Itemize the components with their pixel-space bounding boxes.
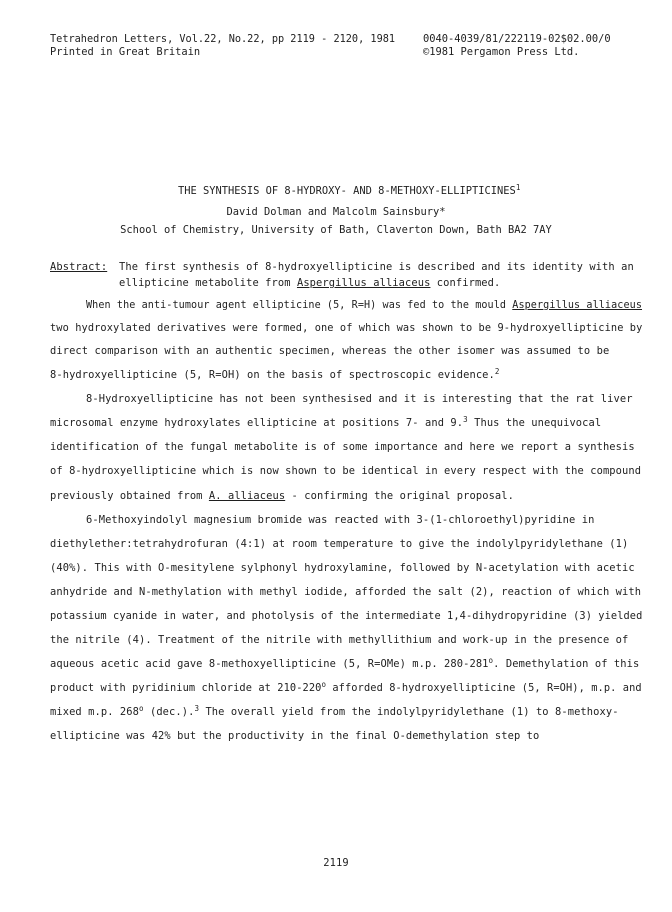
- paper-title-text: THE SYNTHESIS OF 8-HYDROXY- AND 8-METHOXY-ELLIPTICINES: [178, 185, 516, 197]
- para2-line-5: previously obtained from A. alliaceus - confirming the original proposal.: [50, 490, 514, 502]
- para1-line-4: 8-hydroxyellipticine (5, R=OH) on the basis of spectroscopic evidence.$^2$: [50, 367, 500, 381]
- para3-line-10: ellipticine was 42% but the productivity in the final O-demethylation step to: [50, 730, 540, 742]
- printed-in-line: Printed in Great Britain: [50, 46, 201, 58]
- para3-line-3: (40%). This with O-mesitylene sylphonyl hydroxylamine, followed by N-acetylation with acetic: [50, 562, 635, 574]
- journal-code: 0040-4039/81/222119-02$02.00/0: [423, 33, 611, 45]
- degree-mark: o: [138, 704, 144, 713]
- species-name: A. alliaceus: [208, 490, 286, 502]
- para2-line-2: microsomal enzyme hydroxylates ellipticine at positions 7- and 9.$^3$ Thus the unequivocal: [50, 415, 602, 429]
- degree-mark: o: [488, 656, 494, 665]
- title-footnote-mark: 1: [515, 183, 521, 192]
- para3-line-5: potassium cyanide in water, and photolysis of the intermediate 1,4-dihydropyridine (3) yielded: [50, 610, 643, 622]
- abstract-label: Abstract:: [50, 261, 108, 273]
- reference-mark: 3: [463, 415, 468, 424]
- abstract-line-2: ellipticine metabolite from Aspergillus alliaceus confirmed.: [119, 277, 501, 289]
- para3-line-2: diethylether:tetrahydrofuran (4:1) at room temperature to give the indolylpyridylethane (1): [50, 538, 629, 550]
- reference-mark: 2: [494, 367, 500, 376]
- para3-line-9: mixed m.p. 268$^o$ (dec.).$^3$ The overall yield from the indolylpyridylethane (1) to 8-methoxy-: [50, 704, 619, 718]
- para2-line-1: 8-Hydroxyellipticine has not been synthesised and it is interesting that the rat liver: [86, 393, 633, 405]
- para2-line-4: of 8-hydroxyellipticine which is now shown to be identical in every respect with the compound: [50, 465, 642, 477]
- reference-mark: 3: [194, 704, 200, 713]
- paper-title: [178, 185, 520, 197]
- para3-line-6: the nitrile (4). Treatment of the nitrile with methyllithium and work-up in the presence of: [50, 634, 629, 646]
- copyright-line: ©1981 Pergamon Press Ltd.: [423, 46, 580, 58]
- para3-line-8: product with pyridinium chloride at 210-220$^o$ afforded 8-hydroxyellipticine (5, R=OH), m.p. and: [50, 680, 642, 694]
- para1-line-1: When the anti-tumour agent ellipticine (5, R=H) was fed to the mould Aspergillus alliaceus: [86, 299, 643, 311]
- journal-citation: Tetrahedron Letters, Vol.22, No.22, pp 2119 - 2120, 1981: [50, 33, 396, 45]
- para1-line-3: direct comparison with an authentic specimen, whereas the other isomer was assumed to be: [50, 345, 610, 357]
- degree-mark: o: [321, 680, 327, 689]
- authors: David Dolman and Malcolm Sainsbury*: [226, 206, 446, 218]
- affiliation: School of Chemistry, University of Bath, Claverton Down, Bath BA2 7AY: [120, 224, 552, 236]
- para3-line-7: aqueous acetic acid gave 8-methoxyellipticine (5, R=OMe) m.p. 280-281$^o$. Demethylation of this: [50, 656, 640, 670]
- species-name: Aspergillus alliaceus: [296, 277, 431, 289]
- species-name: Aspergillus alliaceus: [512, 299, 643, 311]
- para1-line-2: two hydroxylated derivatives were formed, one of which was shown to be 9-hydroxyellipticine by: [50, 322, 643, 334]
- abstract-line-1: The first synthesis of 8-hydroxyellipticine is described and its identity with an: [119, 261, 634, 273]
- para3-line-4: anhydride and N-methylation with methyl iodide, afforded the salt (2), reaction of which with: [50, 586, 642, 598]
- para2-line-3: identification of the fungal metabolite is of some importance and here we report a synthesis: [50, 441, 635, 453]
- para3-line-1: 6-Methoxyindolyl magnesium bromide was reacted with 3-(1-chloroethyl)pyridine in: [86, 514, 595, 526]
- page-number: 2119: [323, 857, 349, 869]
